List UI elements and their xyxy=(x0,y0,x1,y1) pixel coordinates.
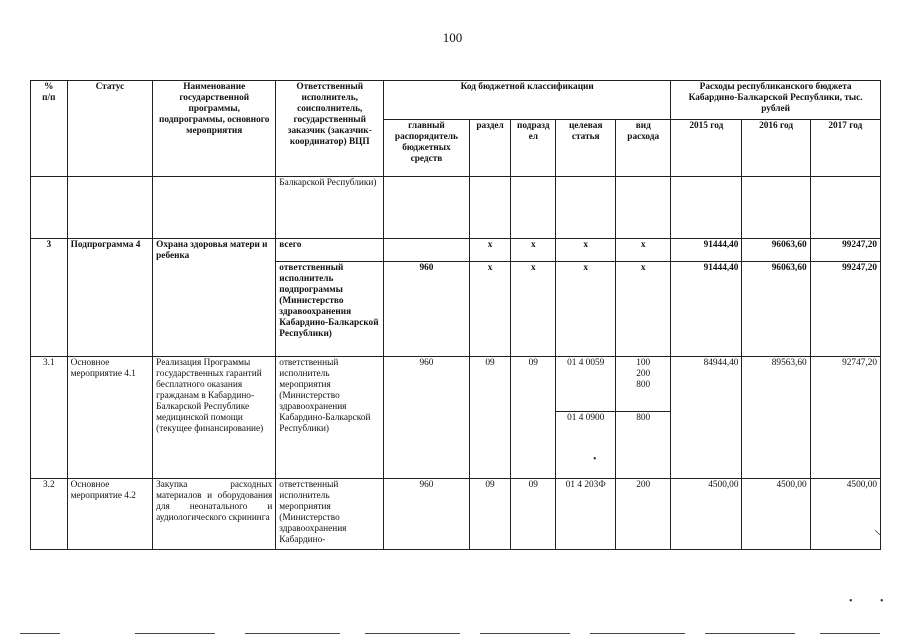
cell-main-manager: 960 xyxy=(384,357,470,479)
header-status: Статус xyxy=(67,81,153,177)
cell-target-article: х xyxy=(556,262,616,357)
cell-target-article: 01 4 0059 xyxy=(556,357,616,412)
header-subsection: подразд ел xyxy=(511,120,556,177)
cell-2015: 91444,40 xyxy=(671,262,742,357)
cell-main-manager: 960 xyxy=(384,262,470,357)
table-row xyxy=(31,479,881,550)
header-expense-type: вид расхода xyxy=(616,120,671,177)
cell-2017: 99247,20 xyxy=(810,262,880,357)
page-number: 100 xyxy=(442,30,463,45)
cell-2015: 4500,00 xyxy=(671,479,742,550)
cell-responsible: ответственный исполнитель мероприятия (Министерство здравоохранения Кабардино-Балкарской Республики) xyxy=(276,357,384,479)
cell-name: Охрана здоровья матери и ребенка xyxy=(153,239,276,357)
cell-name xyxy=(153,177,276,239)
expense-type-value: 100 xyxy=(636,358,651,368)
footer-rule xyxy=(820,633,880,634)
footer-rule xyxy=(480,633,570,634)
cell-main-manager: 960 xyxy=(384,479,470,550)
cell-expense-type xyxy=(616,177,671,239)
cell-subsection: х xyxy=(511,262,556,357)
cell-section xyxy=(469,177,511,239)
header-main-manager: главный распорядитель бюджетных средств xyxy=(384,120,470,177)
scan-mark: ⸜ xyxy=(874,523,881,538)
expense-type-value: 200 xyxy=(636,368,651,379)
cell-main-manager xyxy=(384,239,470,262)
cell-responsible: всего xyxy=(276,239,384,262)
cell-2016 xyxy=(742,177,810,239)
cell-2015: 91444,40 xyxy=(671,239,742,262)
cell-expense-type xyxy=(616,357,671,412)
cell-subsection: х xyxy=(511,239,556,262)
cell-num: 3.2 xyxy=(31,479,68,550)
cell-2015 xyxy=(671,177,742,239)
cell-subsection: 09 xyxy=(511,479,556,550)
header-responsible: Ответственный исполнитель, соисполнитель, государственный заказчик (заказчик-координатор) ВЦП xyxy=(276,81,384,177)
header-num: % п/п xyxy=(31,81,68,177)
footer-rule xyxy=(365,633,460,634)
header-budget-code: Код бюджетной классификации xyxy=(384,81,671,120)
cell-responsible: ответственный исполнитель подпрограммы (Министерство здравоохранения Кабардино-Балкарской Республики) xyxy=(276,262,384,357)
header-expenses: Расходы республиканского бюджета Кабардино-Балкарской Республики, тыс. рублей xyxy=(671,81,881,120)
cell-2016: 4500,00 xyxy=(742,479,810,550)
cell-target-article: х xyxy=(556,239,616,262)
cell-subsection: 09 xyxy=(511,357,556,479)
header-name: Наименование государственной программы, подпрограммы, основного мероприятия xyxy=(153,81,276,177)
cell-section: х xyxy=(469,262,511,357)
cell-section: х xyxy=(469,239,511,262)
cell-2016: 96063,60 xyxy=(742,262,810,357)
cell-2015: 84944,40 xyxy=(671,357,742,479)
cell-2016: 96063,60 xyxy=(742,239,810,262)
table-row xyxy=(31,239,881,262)
cell-section: 09 xyxy=(469,479,511,550)
cell-subsection xyxy=(511,177,556,239)
cell-expense-type: 200 xyxy=(616,479,671,550)
cell-expense-type: 800 xyxy=(616,412,671,479)
scan-mark: • xyxy=(849,596,853,607)
table-header-row xyxy=(31,81,881,120)
cell-target-article xyxy=(556,177,616,239)
header-year-2017: 2017 год xyxy=(810,120,880,177)
budget-table xyxy=(30,80,881,550)
cell-2017: 4500,00 xyxy=(810,479,880,550)
footer-rule xyxy=(705,633,795,634)
cell-target-article: 01 4 0900 xyxy=(556,412,616,479)
cell-status: Основное мероприятие 4.1 xyxy=(67,357,153,479)
header-year-2016: 2016 год xyxy=(742,120,810,177)
cell-status: Подпрограмма 4 xyxy=(67,239,153,357)
cell-main-manager xyxy=(384,177,470,239)
cell-num: 3.1 xyxy=(31,357,68,479)
footer-rule xyxy=(590,633,685,634)
cell-2017: 99247,20 xyxy=(810,239,880,262)
header-section: раздел xyxy=(469,120,511,177)
table-row xyxy=(31,177,881,239)
scan-mark: • xyxy=(593,454,597,465)
cell-2016: 89563,60 xyxy=(742,357,810,479)
table-row xyxy=(31,357,881,412)
footer-rule xyxy=(135,633,215,634)
header-target-article: целевая статья xyxy=(556,120,616,177)
cell-responsible: Балкарской Республики) xyxy=(276,177,384,239)
cell-responsible: ответственный исполнитель мероприятия (Министерство здравоохранения Кабардино- xyxy=(276,479,384,550)
cell-2017: 92747,20 xyxy=(810,357,880,479)
cell-num: 3 xyxy=(31,239,68,357)
footer-rule xyxy=(20,633,60,634)
cell-name: Реализация Программы государственных гарантий бесплатного оказания гражданам в Кабардино-Балкарской Республике медицинской помощи (текущее финансирование) xyxy=(153,357,276,479)
cell-name: Закупка расходных материалов и оборудования для неонатального и аудиологического скрининга xyxy=(153,479,276,550)
cell-section: 09 xyxy=(469,357,511,479)
expense-type-value: 800 xyxy=(636,379,651,390)
cell-2017 xyxy=(810,177,880,239)
scan-mark: • xyxy=(880,596,884,607)
footer-rule xyxy=(245,633,340,634)
cell-num xyxy=(31,177,68,239)
cell-status: Основное мероприятие 4.2 xyxy=(67,479,153,550)
cell-target-article: 01 4 203Ф xyxy=(556,479,616,550)
header-year-2015: 2015 год xyxy=(671,120,742,177)
cell-status xyxy=(67,177,153,239)
cell-expense-type: х xyxy=(616,262,671,357)
cell-expense-type: х xyxy=(616,239,671,262)
